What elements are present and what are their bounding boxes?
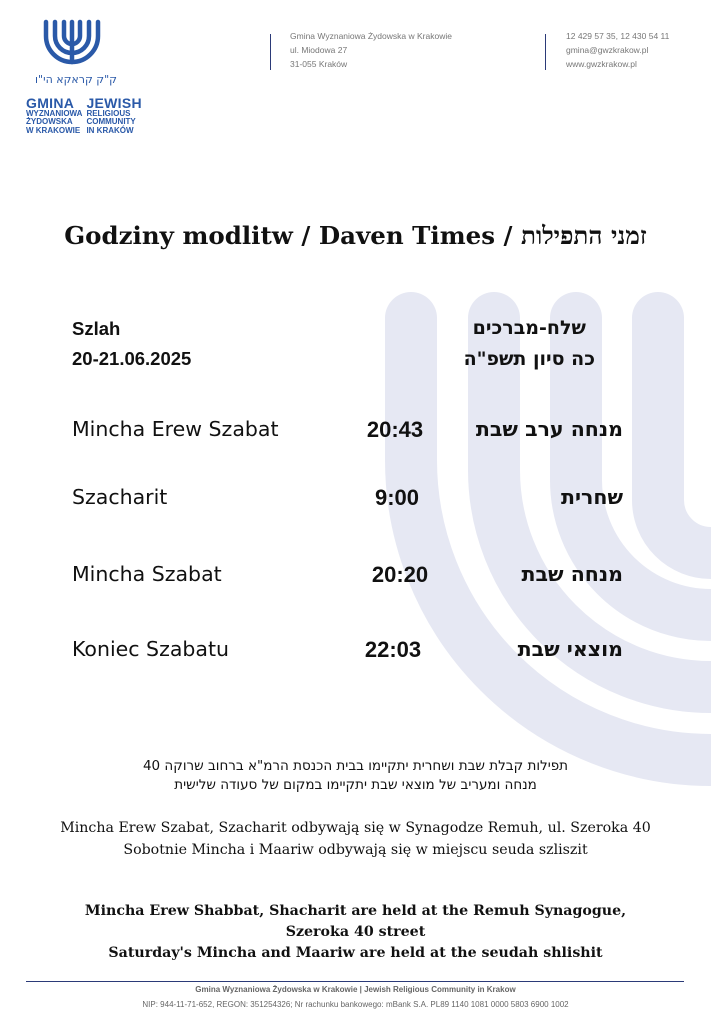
header-divider [545,34,546,70]
note-line: Saturday's Mincha and Maariw are held at the seudah shlishit [108,945,603,961]
time-label-polish: Koniec Szabatu [72,637,229,661]
notes-polish [0,817,711,861]
address-line: ul. Miodowa 27 [290,45,348,55]
logo-text: COMMUNITY [86,117,136,127]
address-line: Gmina Wyznaniowa Żydowska w Krakowie [290,31,452,41]
logo-text: JEWISH [86,95,142,111]
logo-text: W KRAKOWIE [26,125,81,135]
time-label-polish: Szacharit [72,485,168,509]
parasha-date-hebrew: כה סיון תשפ"ה [463,348,595,370]
contact-phone: 12 429 57 35, 12 430 54 11 [566,31,670,41]
menorah-logo-icon [40,18,104,68]
note-line: תפילות קבלת שבת ושחרית יתקיימו בבית הכנסת הרמ"א ברחוב שרוקה 40 [142,758,569,774]
time-label-hebrew: שחרית [560,485,623,509]
parasha-date: 20-21.06.2025 [72,348,192,369]
time-value: 9:00 [374,485,420,510]
time-label-polish: Mincha Erew Szabat [72,417,279,441]
note-line: Szeroka 40 street [285,924,426,940]
page-title: Godziny modlitw / Daven Times / זמני התפילות [64,221,647,250]
logo-text: WYZNANIOWA [26,109,83,118]
header-address [290,29,452,71]
header-divider [270,34,271,70]
logo-text: RELIGIOUS [86,109,131,118]
parasha-name: Szlah [72,318,121,339]
logo-text: IN KRAKÓW [86,125,134,135]
time-label-hebrew: מנחה שבת [521,562,623,586]
note-line: Mincha Erew Szabat, Szacharit odbywają się w Synagodze Remuh, ul. Szeroka 40 [60,820,651,836]
parasha-name-hebrew: שלח-מברכים [472,317,586,339]
logo-polish-name [26,96,82,135]
notes-english [0,901,711,964]
footer-divider [26,981,684,982]
note-line: מנחה ומעריב של מוצאי שבת יתקיימו במקום של סעודה שלישית [174,777,537,793]
note-line: Mincha Erew Shabbat, Shacharit are held at the Remuh Synagogue, [84,903,627,919]
logo-wordmark [26,96,142,135]
time-label-hebrew: מנחה ערב שבת [475,417,623,441]
note-line: Sobotnie Mincha i Maariw odbywają się w miejscu seuda szliszit [123,842,588,858]
contact-website[interactable]: www.gwzkrakow.pl [566,59,637,69]
parasha-polish [72,314,191,374]
time-value: 20:20 [371,562,429,587]
notes-hebrew [0,757,711,795]
contact-email[interactable]: gmina@gwzkrakow.pl [566,45,649,55]
parasha-hebrew [464,313,595,375]
logo-english-name [86,96,141,135]
time-value: 20:43 [366,417,424,442]
logo-text: GMINA [26,95,75,111]
header-contact [566,29,669,71]
time-label-polish: Mincha Szabat [72,562,222,586]
time-value: 22:03 [364,637,422,662]
footer-bank-details: NIP: 944-11-71-652, REGON: 351254326; Nr rachunku bankowego: mBank S.A. PL89 1140 1081 0000 5803 6900 1002 [142,1000,569,1009]
footer-organization: Gmina Wyznaniowa Żydowska w Krakowie | Jewish Religious Community in Krakow [195,985,516,994]
logo-text: ŻYDOWSKA [26,117,73,127]
address-line: 31-055 Kraków [290,59,348,69]
time-label-hebrew: מוצאי שבת [517,637,623,661]
logo-hebrew-name: ק"ק קראקא הי"ו [35,73,117,86]
